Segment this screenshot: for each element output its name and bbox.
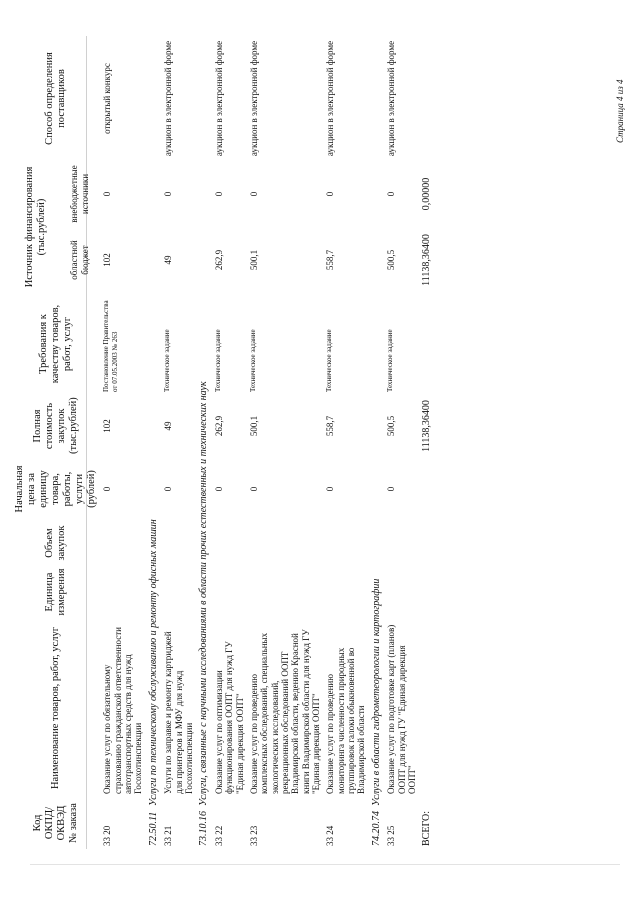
- cell-method: аукцион в электронной форме: [213, 40, 224, 157]
- page-fold-line: [30, 864, 620, 865]
- cell-name: Услуги по заправке и ремонту картриджей для принтеров и МФУ для нужд Госохотинспекции: [163, 631, 194, 794]
- cell-regional: 500,1: [248, 249, 259, 271]
- cell-cost: 102: [102, 419, 113, 433]
- cell-unit: [247, 565, 323, 619]
- total-regional: 11138,36400: [421, 234, 433, 286]
- cell-requirements: Техническое задание: [248, 329, 257, 392]
- cell-requirements: Техническое задание: [386, 329, 395, 392]
- section-title: Услуги в области гидрометеорологии и картографии: [370, 578, 382, 806]
- cell-name: Оказание услуг по подготовке карт (планов) ООПТ для нужд ГУ "Единая дирекция ООПТ": [386, 624, 417, 794]
- cell-unit: [100, 565, 145, 619]
- cell-volume: [384, 521, 419, 565]
- table-header: [12, 36, 100, 849]
- cell-regional: 49: [163, 255, 174, 265]
- section-title: Услуги, связанные с научными исследованиями в области прочих естественных и технических наук: [198, 381, 210, 806]
- cell-unit: [161, 565, 196, 619]
- cell-code: 33 22: [213, 825, 224, 846]
- cell-regional: 500,5: [386, 249, 397, 271]
- cell-external: 0: [325, 191, 336, 197]
- cell-regional: 262,9: [213, 249, 224, 271]
- cell-unit: [384, 565, 419, 619]
- cell-volume: [247, 521, 323, 565]
- cell-requirements: Техническое задание: [325, 329, 334, 392]
- cell-method: аукцион в электронной форме: [248, 40, 259, 157]
- cell-price: 0: [102, 486, 113, 492]
- cell-method: аукцион в электронной форме: [386, 40, 397, 157]
- col-code-header: Код ОКПД/ ОКВЭД № заказа: [32, 803, 80, 843]
- cell-regional: 558,7: [325, 249, 336, 271]
- table-row: [161, 36, 196, 849]
- section-code: 73.10.16: [198, 811, 210, 846]
- cell-volume: [161, 521, 196, 565]
- cell-code: 33 25: [386, 825, 397, 846]
- cell-name: Оказание услуг по проведению комплексных обследований, специальных экологических исследований, рекреационных обследований ООПТ Владимирской области, ведению Красной книги Владимирской области для нужд ГУ "Единая дирекция ООПТ": [248, 629, 321, 794]
- total-cost: 11138,36400: [421, 400, 433, 452]
- section-title: Услуги по техническому обслуживанию и ремонту офисных машин: [147, 519, 159, 806]
- table-body: [100, 36, 419, 849]
- table-row: [323, 36, 368, 849]
- cell-method: аукцион в электронной форме: [325, 40, 336, 157]
- section-row: [146, 36, 162, 849]
- total-external: 0,00000: [421, 177, 433, 211]
- col-price-header: Начальная цена за единицу товара, работы, услуги (рублей): [14, 465, 98, 513]
- col-name-header: Наименование товаров, работ, услуг: [50, 626, 62, 790]
- cell-cost: 558,7: [325, 415, 336, 437]
- cell-price: 0: [325, 486, 336, 492]
- table-row: [100, 36, 145, 849]
- col-regional-header: областной бюджет: [69, 240, 90, 280]
- col-method-header: Способ определения поставщиков: [44, 52, 68, 145]
- cell-cost: 49: [163, 421, 174, 431]
- cell-code: 33 21: [163, 825, 174, 846]
- section-row: [369, 36, 385, 849]
- cell-regional: 102: [102, 253, 113, 267]
- col-external-header: внебюджетные источники: [69, 165, 90, 223]
- cell-volume: [212, 521, 247, 565]
- cell-method: открытый конкурс: [102, 63, 113, 134]
- cell-volume: [100, 521, 145, 565]
- col-unit-header: Единица измерения: [44, 568, 68, 616]
- cell-requirements: Техническое задание: [163, 329, 172, 392]
- table-row: [247, 36, 323, 849]
- cell-requirements: Техническое задание: [213, 329, 222, 392]
- cell-method: аукцион в электронной форме: [163, 40, 174, 157]
- cell-name: Оказание услуг по проведению мониторинга численности природных группировок галоки обыкновенной во Владимирской области: [325, 647, 367, 794]
- col-volume-header: Объем закупок: [44, 525, 68, 561]
- cell-external: 0: [213, 191, 224, 197]
- cell-requirements: Постановление Правительства от 07.05.2003 № 263: [102, 300, 119, 392]
- cell-price: 0: [386, 486, 397, 492]
- procurement-table: [12, 36, 435, 849]
- col-cost-header: Полная стоимость закупок (тыс.рублей): [32, 397, 80, 454]
- cell-code: 33 24: [325, 825, 336, 846]
- col-requirements-header: Требования к качеству товаров, работ, услуг: [38, 304, 74, 384]
- total-row: [419, 36, 435, 849]
- cell-cost: 500,5: [386, 415, 397, 437]
- cell-code: 33 20: [102, 825, 113, 846]
- cell-external: 0: [248, 191, 259, 197]
- cell-unit: [323, 565, 368, 619]
- cell-unit: [212, 565, 247, 619]
- cell-name: Оказание услуг по оптимизации функционирования ООПТ для нужд ГУ "Единая дирекция ООПТ": [213, 641, 245, 794]
- section-code: 74.20.74: [370, 811, 382, 846]
- table-row: [384, 36, 419, 849]
- cell-price: 0: [248, 486, 259, 492]
- col-source-header: Источник финансирования (тыс.рублей): [23, 166, 47, 288]
- cell-cost: 262,9: [213, 415, 224, 437]
- cell-price: 0: [163, 486, 174, 492]
- cell-cost: 500,1: [248, 415, 259, 437]
- cell-external: 0: [163, 191, 174, 197]
- total-label: ВСЕГО:: [421, 811, 433, 846]
- cell-code: 33 23: [248, 825, 259, 846]
- section-row: [196, 36, 212, 849]
- section-code: 72.50.11: [147, 811, 159, 846]
- page-number: Страница 4 из 4: [615, 79, 625, 143]
- cell-external: 0: [386, 191, 397, 197]
- cell-price: 0: [213, 486, 224, 492]
- table-row: [212, 36, 247, 849]
- cell-external: 0: [102, 191, 113, 197]
- cell-name: Оказание услуг по обязательному страхованию гражданской ответственности автотранспортных средств для нужд Госохотинспекции: [102, 627, 144, 794]
- cell-volume: [323, 521, 368, 565]
